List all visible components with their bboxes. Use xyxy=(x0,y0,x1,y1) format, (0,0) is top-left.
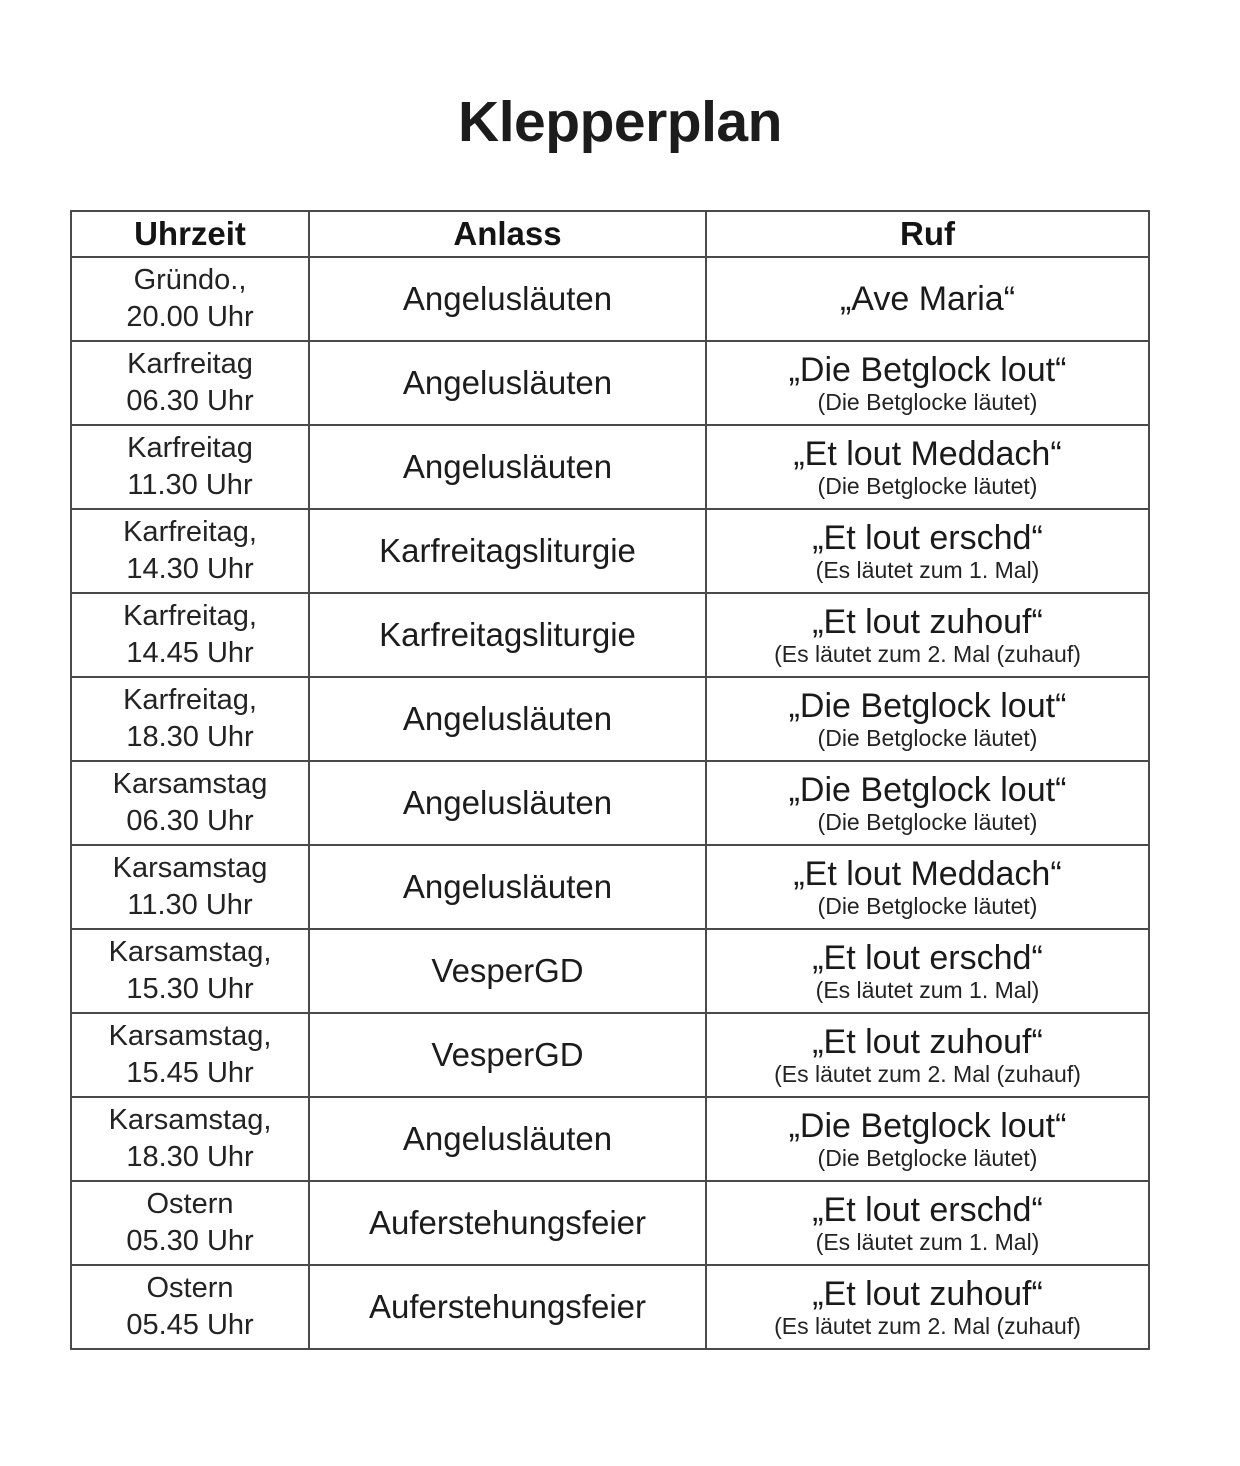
cell-uhrzeit xyxy=(71,257,309,341)
cell-ruf xyxy=(706,257,1149,341)
ruf-call: „Et lout erschd“ xyxy=(812,938,1043,977)
uhrzeit-day: Karfreitag, xyxy=(123,683,257,716)
cell-anlass: Angelusläuten xyxy=(309,341,706,425)
table-row xyxy=(71,257,1149,341)
uhrzeit-day: Karsamstag, xyxy=(108,935,272,968)
cell-uhrzeit xyxy=(71,341,309,425)
cell-anlass: VesperGD xyxy=(309,929,706,1013)
uhrzeit-time: 14.45 Uhr xyxy=(126,637,254,669)
ruf-call: „Ave Maria“ xyxy=(839,279,1016,318)
uhrzeit-time: 05.45 Uhr xyxy=(126,1309,254,1341)
cell-ruf xyxy=(706,1013,1149,1097)
uhrzeit-time: 18.30 Uhr xyxy=(126,1141,254,1173)
table-header xyxy=(71,211,1149,257)
cell-anlass: VesperGD xyxy=(309,1013,706,1097)
cell-uhrzeit xyxy=(71,677,309,761)
page-title: Klepperplan xyxy=(458,90,782,155)
cell-ruf xyxy=(706,761,1149,845)
ruf-call: „Et lout zuhouf“ xyxy=(812,602,1043,641)
ruf-note: (Es läutet zum 1. Mal) xyxy=(815,556,1040,583)
cell-ruf xyxy=(706,1181,1149,1265)
ruf-call: „Et lout Meddach“ xyxy=(793,434,1062,473)
uhrzeit-time: 05.30 Uhr xyxy=(126,1225,254,1257)
uhrzeit-day: Gründo., xyxy=(133,263,247,296)
cell-ruf xyxy=(706,593,1149,677)
ruf-call: „Et lout zuhouf“ xyxy=(812,1274,1043,1313)
ruf-call: „Et lout zuhouf“ xyxy=(812,1022,1043,1061)
ruf-note: (Es läutet zum 1. Mal) xyxy=(815,1228,1040,1255)
cell-uhrzeit xyxy=(71,1181,309,1265)
cell-anlass: Angelusläuten xyxy=(309,257,706,341)
uhrzeit-day: Karfreitag xyxy=(127,347,253,380)
cell-ruf xyxy=(706,845,1149,929)
table-row xyxy=(71,1181,1149,1265)
cell-uhrzeit xyxy=(71,593,309,677)
cell-anlass: Angelusläuten xyxy=(309,845,706,929)
table-row xyxy=(71,593,1149,677)
uhrzeit-day: Karsamstag, xyxy=(108,1019,272,1052)
column-header-anlass: Anlass xyxy=(309,211,706,257)
ruf-note: (Die Betglocke läutet) xyxy=(817,808,1038,835)
uhrzeit-day: Karfreitag xyxy=(127,431,253,464)
ruf-call: „Et lout erschd“ xyxy=(812,1190,1043,1229)
ruf-note: (Die Betglocke läutet) xyxy=(817,892,1038,919)
table-row xyxy=(71,1013,1149,1097)
uhrzeit-day: Karfreitag, xyxy=(123,599,257,632)
uhrzeit-time: 06.30 Uhr xyxy=(126,805,254,837)
ruf-call: „Et lout erschd“ xyxy=(812,518,1043,557)
uhrzeit-day: Ostern xyxy=(146,1271,234,1304)
cell-uhrzeit xyxy=(71,929,309,1013)
cell-uhrzeit xyxy=(71,1013,309,1097)
cell-anlass: Angelusläuten xyxy=(309,1097,706,1181)
table-row xyxy=(71,425,1149,509)
uhrzeit-time: 11.30 Uhr xyxy=(127,469,253,501)
cell-anlass: Angelusläuten xyxy=(309,677,706,761)
ruf-note: (Es läutet zum 1. Mal) xyxy=(815,976,1040,1003)
ruf-call: „Die Betglock lout“ xyxy=(788,686,1067,725)
cell-anlass: Angelusläuten xyxy=(309,425,706,509)
uhrzeit-day: Karfreitag, xyxy=(123,515,257,548)
cell-anlass: Auferstehungsfeier xyxy=(309,1181,706,1265)
cell-ruf xyxy=(706,929,1149,1013)
table-body xyxy=(71,257,1149,1349)
klepperplan-table xyxy=(70,210,1150,1350)
cell-anlass: Karfreitagsliturgie xyxy=(309,593,706,677)
table-header-row xyxy=(71,211,1149,257)
uhrzeit-day: Karsamstag xyxy=(112,851,268,884)
table-row xyxy=(71,1097,1149,1181)
uhrzeit-time: 18.30 Uhr xyxy=(126,721,254,753)
table-row xyxy=(71,1265,1149,1349)
cell-uhrzeit xyxy=(71,425,309,509)
uhrzeit-time: 15.30 Uhr xyxy=(126,973,254,1005)
cell-anlass: Auferstehungsfeier xyxy=(309,1265,706,1349)
ruf-note: (Die Betglocke läutet) xyxy=(817,1144,1038,1171)
schedule-table-container xyxy=(70,210,1148,1350)
cell-uhrzeit xyxy=(71,761,309,845)
column-header-uhrzeit: Uhrzeit xyxy=(71,211,309,257)
column-header-ruf: Ruf xyxy=(706,211,1149,257)
table-row xyxy=(71,677,1149,761)
ruf-note: (Es läutet zum 2. Mal (zuhauf) xyxy=(774,1060,1081,1087)
uhrzeit-time: 14.30 Uhr xyxy=(126,553,254,585)
cell-uhrzeit xyxy=(71,509,309,593)
cell-ruf xyxy=(706,677,1149,761)
ruf-note: (Die Betglocke läutet) xyxy=(817,388,1038,415)
cell-uhrzeit xyxy=(71,1097,309,1181)
table-row xyxy=(71,761,1149,845)
ruf-call: „Et lout Meddach“ xyxy=(793,854,1062,893)
cell-ruf xyxy=(706,425,1149,509)
cell-uhrzeit xyxy=(71,845,309,929)
uhrzeit-time: 15.45 Uhr xyxy=(126,1057,254,1089)
ruf-note: (Es läutet zum 2. Mal (zuhauf) xyxy=(774,1312,1081,1339)
uhrzeit-time: 06.30 Uhr xyxy=(126,385,254,417)
table-row xyxy=(71,929,1149,1013)
cell-ruf xyxy=(706,509,1149,593)
table-row xyxy=(71,845,1149,929)
ruf-note: (Die Betglocke läutet) xyxy=(817,724,1038,751)
table-row xyxy=(71,341,1149,425)
cell-anlass: Angelusläuten xyxy=(309,761,706,845)
cell-anlass: Karfreitagsliturgie xyxy=(309,509,706,593)
uhrzeit-time: 20.00 Uhr xyxy=(126,301,254,333)
uhrzeit-day: Karsamstag xyxy=(112,767,268,800)
ruf-call: „Die Betglock lout“ xyxy=(788,1106,1067,1145)
uhrzeit-day: Karsamstag, xyxy=(108,1103,272,1136)
table-row xyxy=(71,509,1149,593)
uhrzeit-day: Ostern xyxy=(146,1187,234,1220)
ruf-note: (Die Betglocke läutet) xyxy=(817,472,1038,499)
ruf-call: „Die Betglock lout“ xyxy=(788,350,1067,389)
uhrzeit-time: 11.30 Uhr xyxy=(127,889,253,921)
cell-ruf xyxy=(706,1097,1149,1181)
cell-ruf xyxy=(706,1265,1149,1349)
cell-uhrzeit xyxy=(71,1265,309,1349)
cell-ruf xyxy=(706,341,1149,425)
ruf-call: „Die Betglock lout“ xyxy=(788,770,1067,809)
ruf-note: (Es läutet zum 2. Mal (zuhauf) xyxy=(774,640,1081,667)
